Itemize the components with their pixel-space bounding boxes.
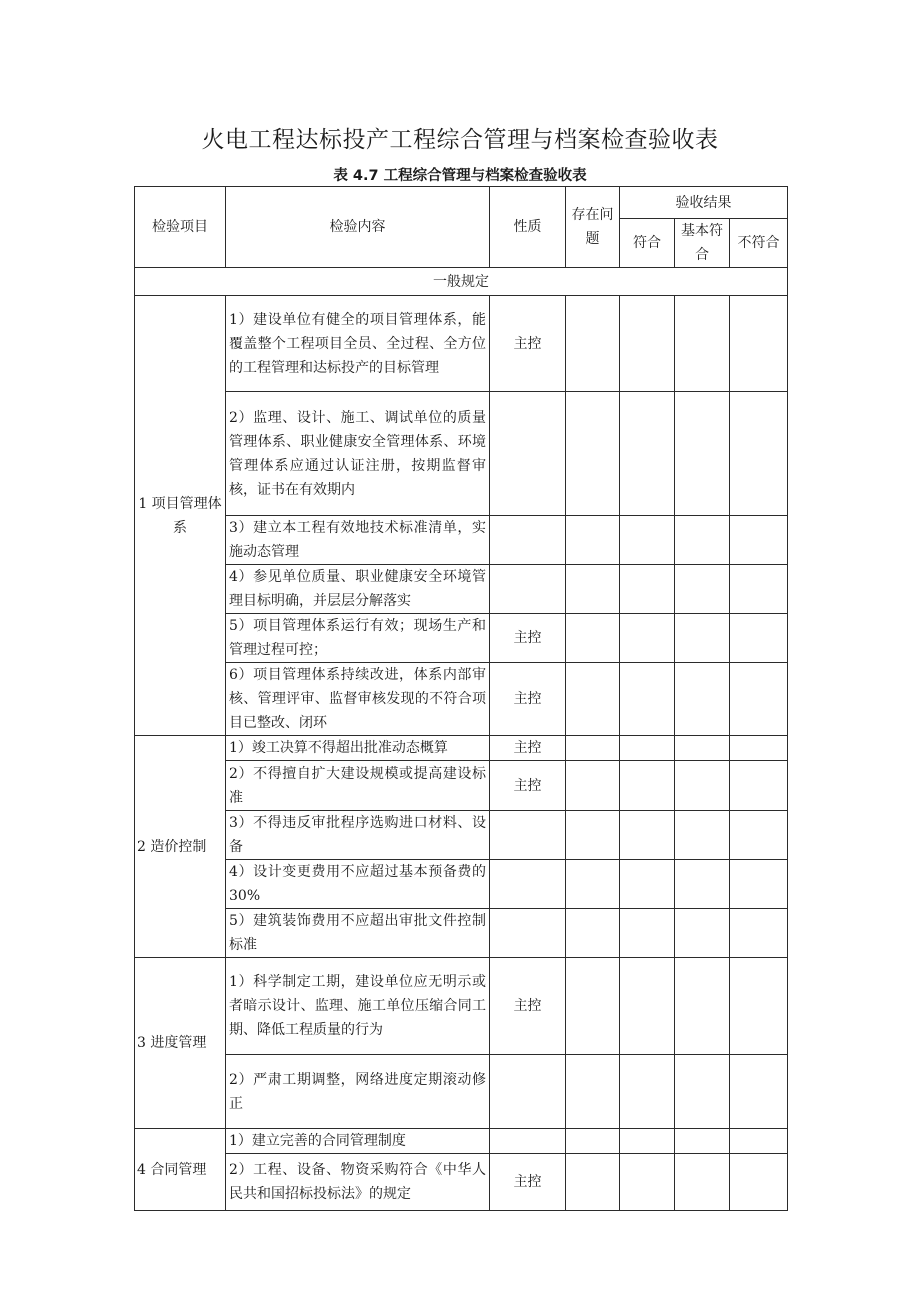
content-cell: 2）工程、设备、物资采购符合《中华人民共和国招标投标法》的规定: [226, 1154, 490, 1211]
comply-cell: [620, 663, 675, 736]
noncomply-cell: [730, 392, 788, 516]
basic-comply-cell: [675, 1129, 730, 1154]
noncomply-cell: [730, 565, 788, 614]
content-cell: 1）建设单位有健全的项目管理体系，能覆盖整个工程项目全员、全过程、全方位的工程管理和达标投产的目标管理: [226, 296, 490, 392]
issues-cell: [566, 392, 620, 516]
basic-comply-cell: [675, 811, 730, 860]
basic-comply-cell: [675, 1055, 730, 1129]
issues-cell: [566, 1055, 620, 1129]
basic-comply-cell: [675, 958, 730, 1055]
issues-cell: [566, 565, 620, 614]
table-row: [135, 1129, 788, 1154]
issues-cell: [566, 663, 620, 736]
noncomply-cell: [730, 1129, 788, 1154]
item-name-cell: 3 进度管理: [135, 958, 226, 1129]
comply-cell: [620, 909, 675, 958]
issues-cell: [566, 761, 620, 811]
content-cell: 3）建立本工程有效地技术标准清单，实施动态管理: [226, 516, 490, 565]
noncomply-cell: [730, 761, 788, 811]
basic-comply-cell: [675, 736, 730, 761]
issues-cell: [566, 516, 620, 565]
content-cell: 5）项目管理体系运行有效；现场生产和管理过程可控；: [226, 614, 490, 663]
issues-cell: [566, 909, 620, 958]
comply-cell: [620, 1055, 675, 1129]
noncomply-cell: [730, 1154, 788, 1211]
issues-cell: [566, 860, 620, 909]
comply-cell: [620, 516, 675, 565]
comply-cell: [620, 296, 675, 392]
comply-cell: [620, 860, 675, 909]
header-nature: 性质: [490, 187, 566, 268]
issues-cell: [566, 811, 620, 860]
content-cell: 3）不得违反审批程序选购进口材料、设备: [226, 811, 490, 860]
nature-cell: 主控: [490, 958, 566, 1055]
header-issues: 存在问题: [566, 187, 620, 268]
comply-cell: [620, 761, 675, 811]
content-cell: 2）监理、设计、施工、调试单位的质量管理体系、职业健康安全管理体系、环境管理体系应通过认证注册，按期监督审核，证书在有效期内: [226, 392, 490, 516]
nature-cell: [490, 811, 566, 860]
noncomply-cell: [730, 909, 788, 958]
table-row: [135, 663, 788, 736]
comply-cell: [620, 392, 675, 516]
basic-comply-cell: [675, 516, 730, 565]
noncomply-cell: [730, 736, 788, 761]
content-cell: 1）竣工决算不得超出批准动态概算: [226, 736, 490, 761]
basic-comply-cell: [675, 1154, 730, 1211]
comply-cell: [620, 811, 675, 860]
content-cell: 4）参见单位质量、职业健康安全环境管理目标明确，并层层分解落实: [226, 565, 490, 614]
table-row: [135, 565, 788, 614]
table-row: [135, 761, 788, 811]
table-row: [135, 1154, 788, 1211]
table-row: [135, 736, 788, 761]
section-general: 一般规定: [135, 268, 788, 296]
table-row: [135, 909, 788, 958]
table-row: [135, 516, 788, 565]
issues-cell: [566, 1129, 620, 1154]
header-noncomply: 不符合: [730, 219, 788, 268]
header-comply: 符合: [620, 219, 675, 268]
table-row: [135, 614, 788, 663]
nature-cell: 主控: [490, 736, 566, 761]
issues-cell: [566, 958, 620, 1055]
noncomply-cell: [730, 614, 788, 663]
item-name-cell: 2 造价控制: [135, 736, 226, 958]
header-basic: 基本符合: [675, 219, 730, 268]
comply-cell: [620, 736, 675, 761]
table-row: [135, 958, 788, 1055]
nature-cell: [490, 860, 566, 909]
issues-cell: [566, 614, 620, 663]
content-cell: 1）建立完善的合同管理制度: [226, 1129, 490, 1154]
table-row: [135, 860, 788, 909]
noncomply-cell: [730, 1055, 788, 1129]
nature-cell: [490, 565, 566, 614]
nature-cell: 主控: [490, 663, 566, 736]
nature-cell: [490, 909, 566, 958]
item-name-cell: 1 项目管理体系: [135, 296, 226, 736]
content-cell: 1）科学制定工期，建设单位应无明示或者暗示设计、监理、施工单位压缩合同工期、降低工程质量的行为: [226, 958, 490, 1055]
header-content: 检验内容: [226, 187, 490, 268]
nature-cell: 主控: [490, 296, 566, 392]
nature-cell: 主控: [490, 1154, 566, 1211]
table-row: [135, 392, 788, 516]
basic-comply-cell: [675, 909, 730, 958]
content-cell: 2）严肃工期调整，网络进度定期滚动修正: [226, 1055, 490, 1129]
table-row: [135, 1055, 788, 1129]
noncomply-cell: [730, 860, 788, 909]
item-name-cell: 4 合同管理: [135, 1129, 226, 1211]
basic-comply-cell: [675, 392, 730, 516]
header-item: 检验项目: [135, 187, 226, 268]
header-result: 验收结果: [620, 187, 788, 219]
table-row: [135, 296, 788, 392]
basic-comply-cell: [675, 860, 730, 909]
comply-cell: [620, 958, 675, 1055]
content-cell: 6）项目管理体系持续改进，体系内部审核、管理评审、监督审核发现的不符合项目已整改、闭环: [226, 663, 490, 736]
basic-comply-cell: [675, 663, 730, 736]
nature-cell: 主控: [490, 761, 566, 811]
table-row: [135, 811, 788, 860]
content-cell: 4）设计变更费用不应超过基本预备费的 30%: [226, 860, 490, 909]
issues-cell: [566, 1154, 620, 1211]
comply-cell: [620, 1129, 675, 1154]
noncomply-cell: [730, 663, 788, 736]
issues-cell: [566, 296, 620, 392]
noncomply-cell: [730, 958, 788, 1055]
inspection-table: [134, 186, 788, 1211]
basic-comply-cell: [675, 614, 730, 663]
content-cell: 2）不得擅自扩大建设规模或提高建设标准: [226, 761, 490, 811]
comply-cell: [620, 1154, 675, 1211]
noncomply-cell: [730, 296, 788, 392]
nature-cell: 主控: [490, 614, 566, 663]
table-caption: 表 4.7 工程综合管理与档案检查验收表: [333, 168, 587, 184]
nature-cell: [490, 1129, 566, 1154]
nature-cell: [490, 392, 566, 516]
document-title: 火电工程达标投产工程综合管理与档案检查验收表: [201, 127, 719, 153]
noncomply-cell: [730, 516, 788, 565]
noncomply-cell: [730, 811, 788, 860]
nature-cell: [490, 1055, 566, 1129]
basic-comply-cell: [675, 761, 730, 811]
issues-cell: [566, 736, 620, 761]
nature-cell: [490, 516, 566, 565]
content-cell: 5）建筑装饰费用不应超出审批文件控制标准: [226, 909, 490, 958]
comply-cell: [620, 565, 675, 614]
basic-comply-cell: [675, 296, 730, 392]
basic-comply-cell: [675, 565, 730, 614]
comply-cell: [620, 614, 675, 663]
